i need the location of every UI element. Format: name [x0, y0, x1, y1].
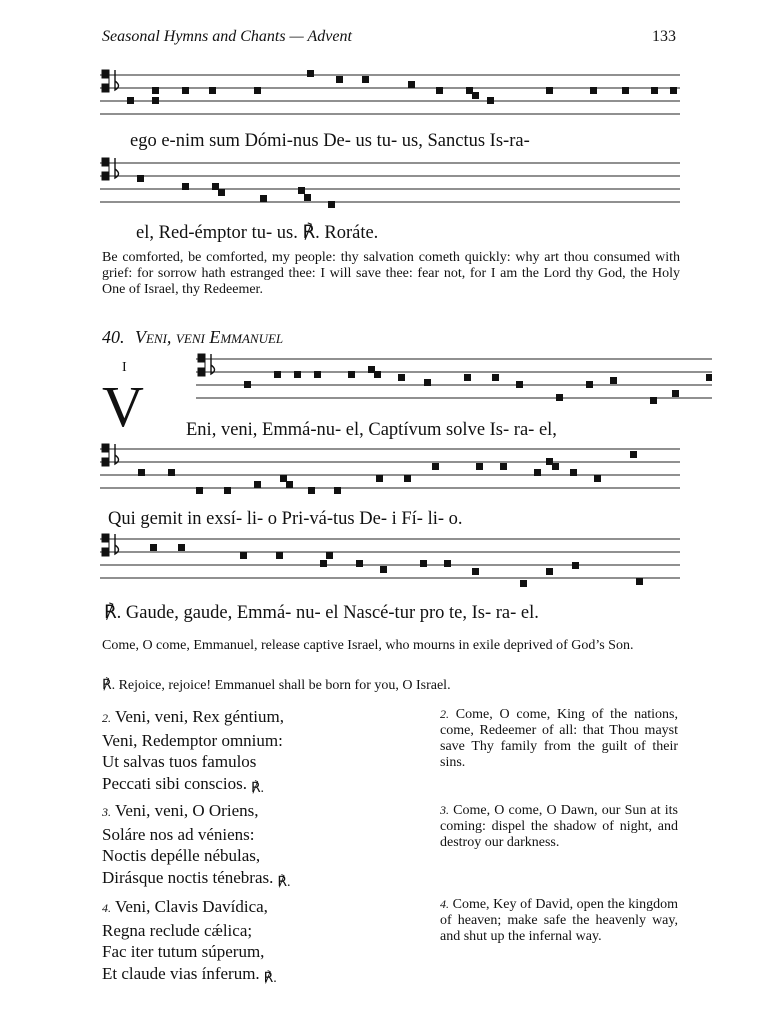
staff-lines: [100, 442, 680, 497]
page-number: 133: [652, 28, 676, 45]
refrain-translation: ℟. Rejoice, rejoice! Emmanuel shall be born for you, O Israel.: [102, 678, 451, 693]
verse-2: 2. Veni, veni, Rex géntium, Veni, Redemptor omnium: Ut salvas tuos famulos Peccati sibi conscios. ℟.: [102, 707, 284, 796]
chant-staff: [100, 532, 680, 587]
respond-symbol: ℟.: [277, 874, 291, 890]
verse-number: 2.: [440, 707, 449, 721]
verse-number: 3.: [440, 803, 449, 817]
verse-translation-4: 4. Come, Key of David, open the kingdom of heaven; make safe the heavenly way, and shut up the infernal way.: [440, 897, 678, 944]
lyrics-line: Qui gemit in exsí- li- o Pri-vá-tus De- i Fí- li- o.: [108, 509, 463, 529]
hymn-title: [102, 327, 283, 348]
staff-lines: [100, 68, 680, 123]
staff-lines: [100, 532, 680, 587]
lyrics-line: ego e-nim sum Dómi-nus De- us tu- us, Sanctus Is-ra-: [130, 131, 530, 151]
lyrics-line: el, Red-émptor tu- us. ℟. Roráte.: [136, 223, 379, 243]
verse-4: 4. Veni, Clavis Davídica, Regna reclude cǽlica; Fac iter tutum súperum, Et claude vias ínferum. ℟.: [102, 897, 277, 986]
verse-translation-3: 3. Come, O come, O Dawn, our Sun at its coming: dispel the shadow of night, and destroy our darkness.: [440, 803, 679, 850]
verse-3: 3. Veni, veni, O Oriens, Soláre nos ad véniens: Noctis depélle nébulas, Dirásque noctis ténebras. ℟.: [102, 801, 291, 890]
translation-paragraph: Come, O come, Emmanuel, release captive Israel, who mourns in exile deprived of God’s Son.: [102, 638, 634, 653]
chant-staff: [100, 442, 680, 497]
translation-paragraph: Be comforted, be comforted, my people: thy salvation cometh quickly: why art thou consumed with grief: for sorrow hath estranged thee: I will save thee: fear not, for I am the Lord thy God, the Holy One of Israel, thy Redeemer.: [102, 250, 680, 297]
chant-staff: [100, 156, 680, 211]
notes: [137, 175, 335, 208]
lyrics-line: Eni, veni, Emmá-nu- el, Captívum solve Is- ra- el,: [186, 420, 557, 440]
respond-symbol: ℟.: [250, 780, 265, 796]
verse-number: 4.: [102, 901, 111, 915]
verse-number: 2.: [102, 711, 111, 725]
staff-lines: [100, 156, 680, 211]
chant-staff: [164, 352, 680, 407]
drop-cap: V: [102, 374, 144, 439]
verse-number: 3.: [102, 805, 111, 819]
lyrics-line: ℟. Gaude, gaude, Emmá- nu- el Nascé-tur pro te, Is- ra- el.: [104, 603, 539, 623]
verse-translation-2: 2. Come, O come, King of the nations, come, Redeemer of all: that Thou mayst save Thy family from the guilt of their sins.: [440, 707, 679, 770]
respond-symbol: ℟.: [263, 970, 277, 986]
running-title: Seasonal Hymns and Chants — Advent: [102, 28, 352, 45]
hymn-number: 40.: [102, 327, 125, 347]
verse-number: 4.: [440, 897, 449, 911]
staff-lines: [164, 352, 744, 407]
hymn-name: Veni, veni Emmanuel: [135, 327, 284, 347]
mode-numeral: I: [122, 360, 127, 375]
chant-staff: [100, 68, 680, 123]
